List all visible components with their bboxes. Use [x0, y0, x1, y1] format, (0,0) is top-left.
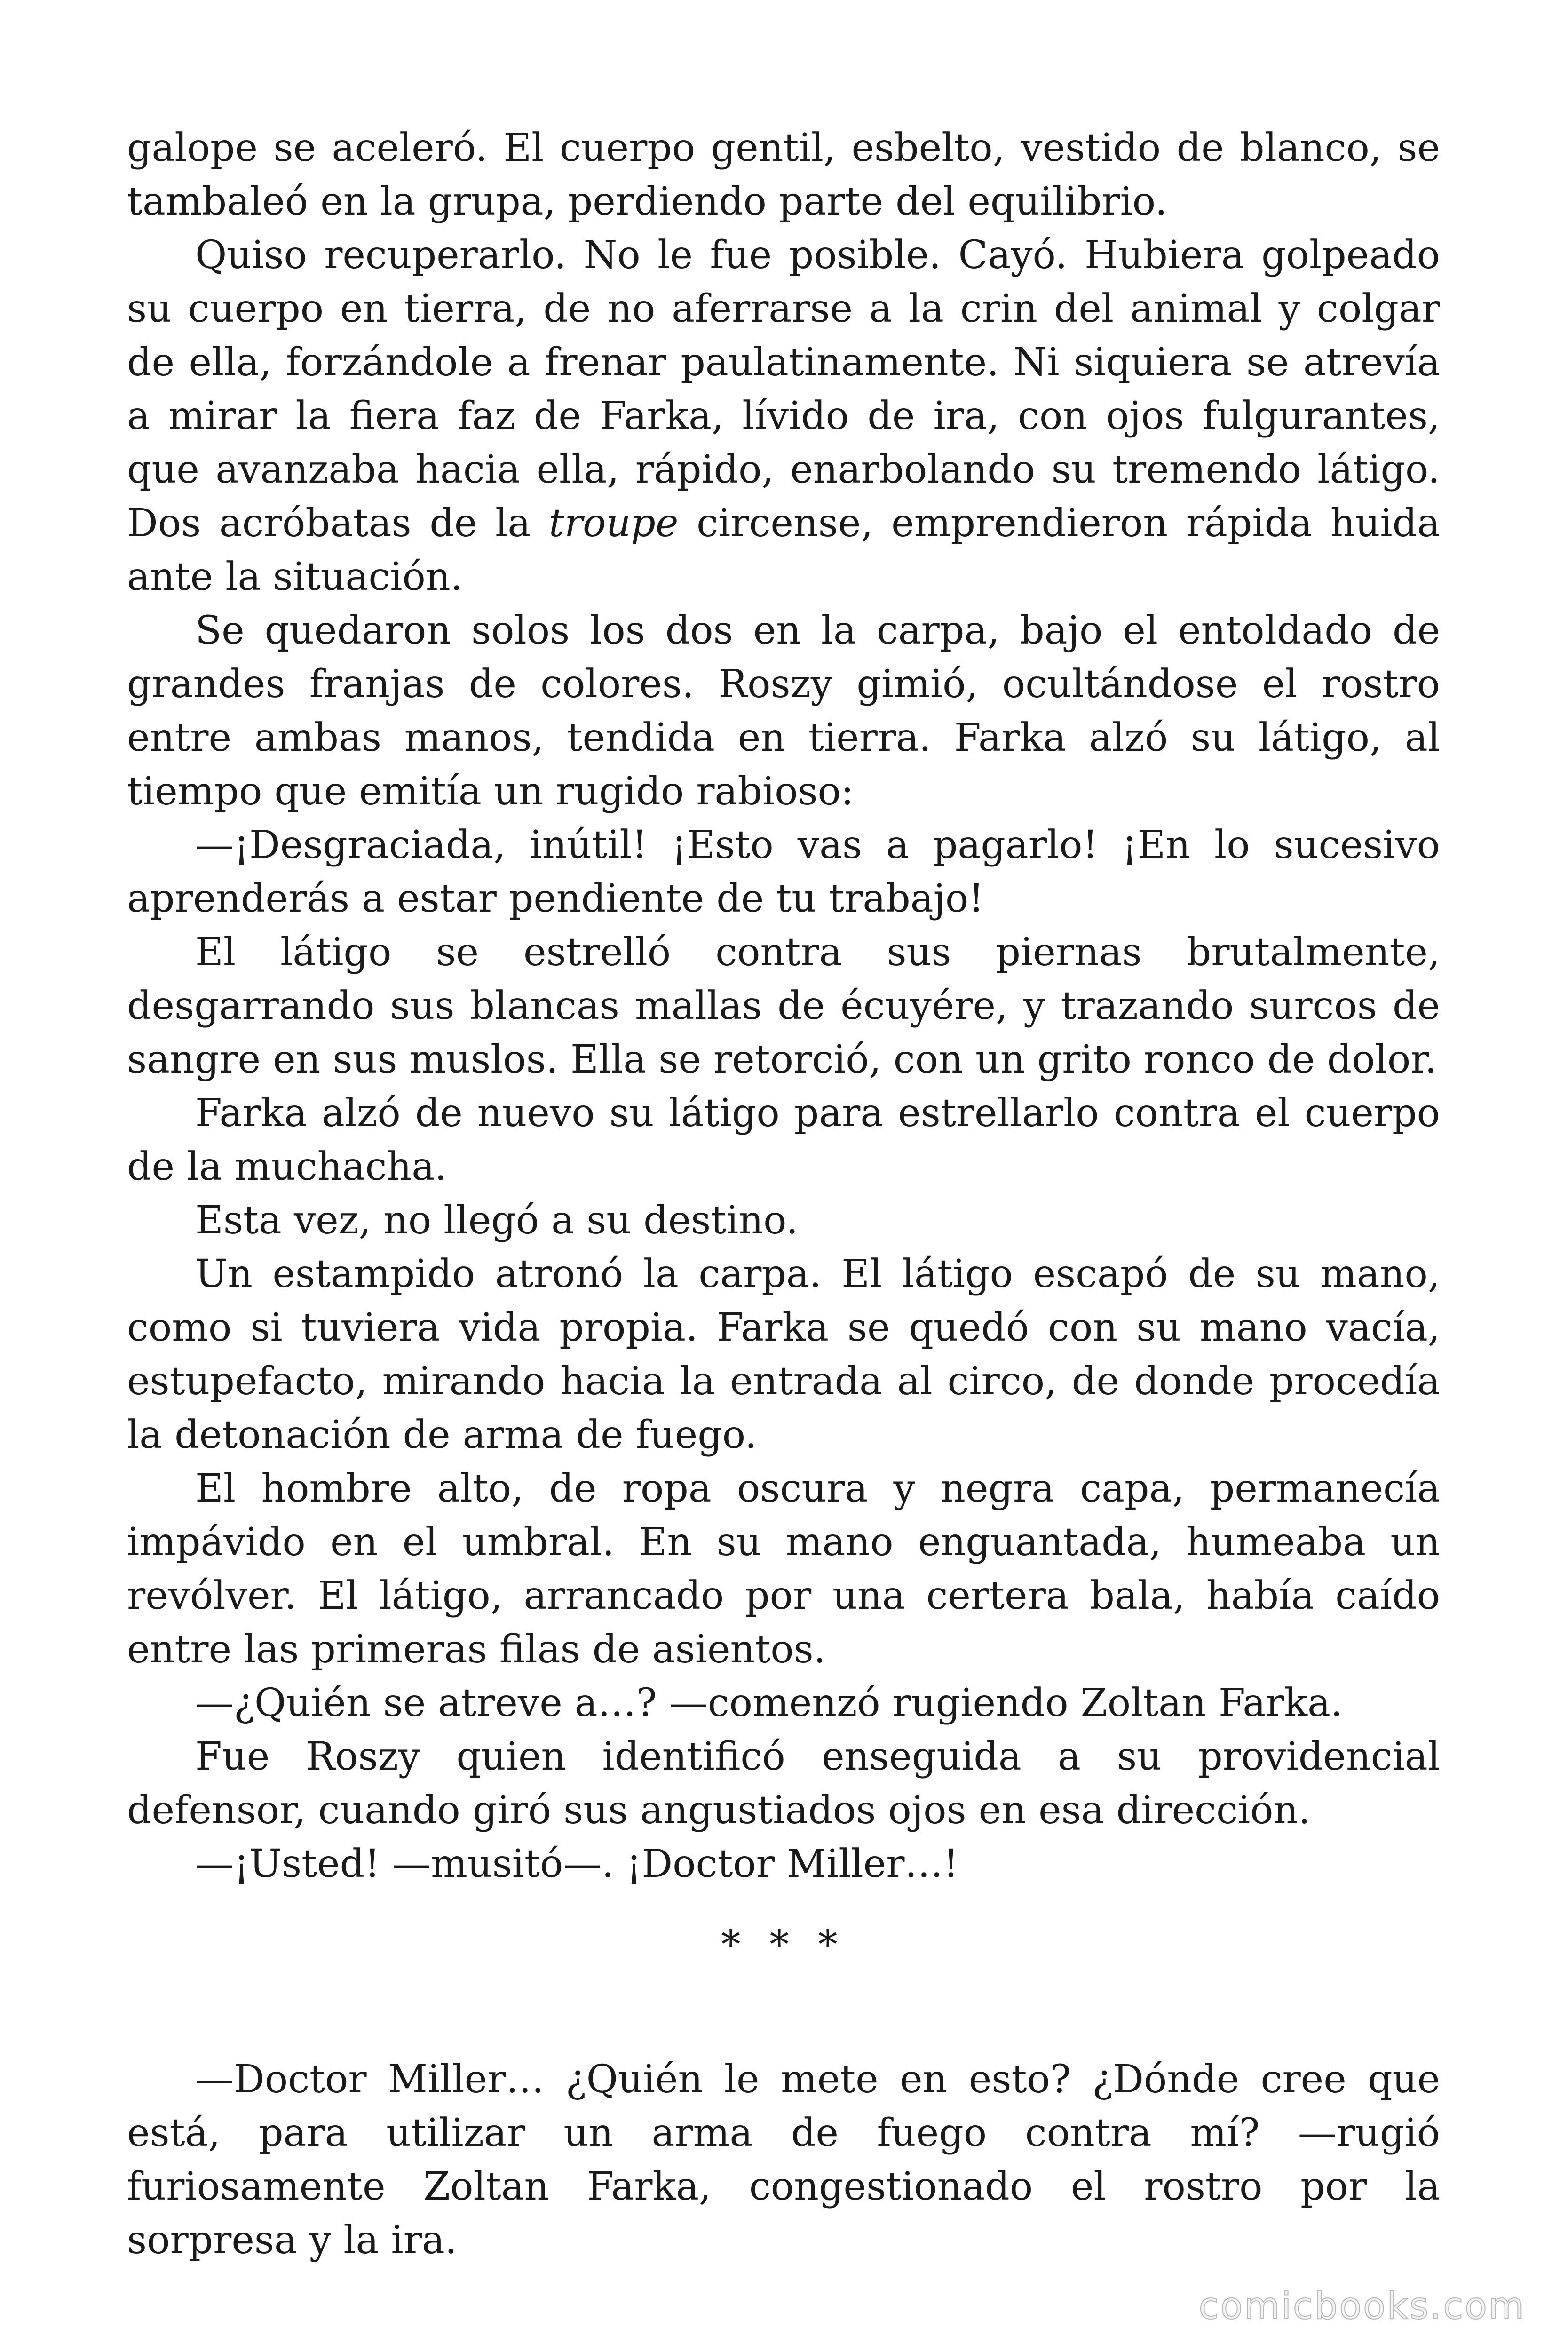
paragraph [127, 229, 1440, 604]
paragraph: —¡Usted! —musitó—. ¡Doctor Miller…! [195, 1842, 959, 1886]
watermark: comicbooks.com [1198, 2285, 1526, 2328]
paragraph: El hombre alto, de ropa oscura y negra capa, permanecía impávido en el umbral. En su mano enguantada, humeaba un revólver. El látigo, arrancado por una certera bala, había caído entre las primeras filas de asientos. [127, 1466, 1440, 1672]
paragraph: galope se aceleró. El cuerpo gentil, esbelto, vestido de blanco, se tambaleó en la grupa, perdiendo parte del equilibrio. [127, 126, 1440, 224]
paragraph: El látigo se estrelló contra sus piernas brutalmente, desgarrando sus blancas mallas de écuyére, y trazando surcos de sangre en sus muslos. Ella se retorció, con un grito ronco de dolor. [127, 930, 1440, 1082]
paragraph-text: Quiso recuperarlo. No le fue posible. Cayó. Hubiera golpeado su cuerpo en tierra, de no aferrarse a la crin del animal y colgar de ella, forzándole a frenar paulatinamente. Ni siquiera se atrevía a mirar la fiera faz de Farka, lívido de ira, con ojos fulgurantes, que avanzaba hacia ella, rápido, enarbolando su tremendo látigo. Dos acróbatas de la [127, 233, 1440, 546]
paragraph: Fue Roszy quien identificó enseguida a su providencial defensor, cuando giró sus angustiados ojos en esa dirección. [127, 1734, 1440, 1833]
paragraph-text: circense, emprendieron rápida huida ante la situación. [127, 501, 1441, 599]
italic-word: troupe [549, 501, 679, 546]
paragraph: Un estampido atronó la carpa. El látigo escapó de su mano, como si tuviera vida propia. Farka se quedó con su mano vacía, estupefacto, mirando hacia la entrada al circo, de donde procedía la detonación de arma de fuego. [127, 1252, 1440, 1457]
paragraph: —¡Desgraciada, inútil! ¡Esto vas a pagarlo! ¡En lo sucesivo aprenderás a estar pendiente de tu trabajo! [127, 823, 1440, 921]
paragraph: —¿Quién se atreve a…? —comenzó rugiendo Zoltan Farka. [195, 1681, 1343, 1725]
book-page-text [127, 121, 1440, 2267]
paragraph: Esta vez, no llegó a su destino. [195, 1198, 799, 1243]
section-separator: * * * [721, 1923, 846, 1967]
paragraph: Se quedaron solos los dos en la carpa, bajo el entoldado de grandes franjas de colores. Roszy gimió, ocultándose el rostro entre ambas manos, tendida en tierra. Farka alzó su látigo, al tiempo que emitía un rugido rabioso: [127, 608, 1440, 814]
paragraph: Farka alzó de nuevo su látigo para estrellarlo contra el cuerpo de la muchacha. [127, 1091, 1440, 1189]
paragraph: —Doctor Miller… ¿Quién le mete en esto? ¿Dónde cree que está, para utilizar un arma de fuego contra mí? —rugió furiosamente Zoltan Farka, congestionado el rostro por la sorpresa y la ira. [127, 2057, 1440, 2263]
